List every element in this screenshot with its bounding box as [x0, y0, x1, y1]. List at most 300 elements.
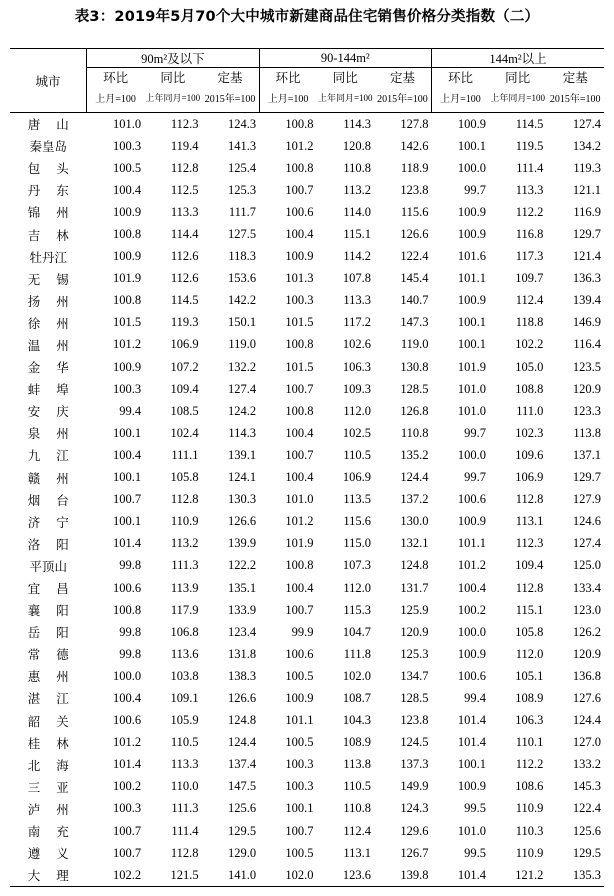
table-row	[10, 312, 604, 334]
table-row	[10, 113, 604, 136]
fixed-base-value: 136.8	[572, 668, 601, 683]
fixed-base-value: 142.6	[400, 138, 429, 153]
table-row	[10, 356, 604, 378]
mom-value: 100.9	[457, 646, 486, 661]
yoy-value: 110.9	[515, 801, 544, 816]
base-2015: 2015年=100	[202, 86, 260, 113]
fixed-base-value: 130.0	[400, 514, 429, 529]
yoy-value: 118.8	[515, 315, 544, 330]
yoy-value: 109.4	[170, 381, 199, 396]
mom-value: 100.8	[285, 337, 314, 352]
yoy-value: 119.3	[170, 315, 199, 330]
fixed-base-value: 113.8	[573, 425, 601, 440]
yoy-value: 115.3	[343, 602, 371, 617]
header-row-groups	[10, 49, 604, 68]
yoy-value: 112.3	[515, 536, 544, 551]
mom-value: 100.9	[112, 204, 142, 219]
table-row	[10, 179, 604, 201]
yoy-value: 103.8	[170, 668, 199, 683]
yoy-value: 111.4	[516, 160, 544, 175]
fixed-base-value: 122.4	[400, 249, 429, 264]
fixed-base-value: 124.3	[400, 801, 429, 816]
yoy-value: 113.6	[170, 646, 199, 661]
yoy-value: 113.3	[515, 182, 544, 197]
yoy-value: 109.1	[170, 690, 199, 705]
fixed-base-value: 138.3	[227, 668, 257, 683]
fixed-base-value: 125.3	[227, 182, 257, 197]
col-header-yoy: 同比	[160, 71, 186, 85]
yoy-value: 102.0	[342, 668, 371, 683]
mom-value: 101.1	[285, 713, 314, 728]
fixed-base-value: 129.0	[227, 845, 257, 860]
fixed-base-value: 131.7	[400, 580, 429, 595]
yoy-value: 102.2	[515, 337, 544, 352]
fixed-base-value: 145.3	[572, 779, 601, 794]
yoy-value: 113.1	[343, 845, 371, 860]
mom-value: 100.9	[457, 779, 486, 794]
mom-value: 100.5	[285, 668, 314, 683]
table-row	[10, 533, 604, 555]
yoy-value: 105.1	[515, 668, 544, 683]
mom-value: 101.5	[285, 315, 314, 330]
yoy-value: 114.4	[170, 227, 199, 242]
fixed-base-value: 123.3	[572, 403, 601, 418]
fixed-base-value: 149.9	[400, 779, 429, 794]
fixed-base-value: 115.6	[400, 204, 429, 219]
yoy-value: 115.1	[515, 602, 544, 617]
fixed-base-value: 132.1	[400, 536, 429, 551]
mom-value: 99.7	[464, 425, 486, 440]
mom-value: 101.6	[457, 249, 486, 264]
fixed-base-value: 135.1	[227, 580, 257, 595]
mom-value: 101.2	[285, 514, 314, 529]
city-name: 无锡	[27, 271, 85, 287]
table-row	[10, 732, 604, 754]
mom-value: 100.2	[457, 602, 486, 617]
yoy-value: 109.6	[515, 447, 544, 462]
city-name: 秦皇岛	[29, 139, 68, 155]
base-prev-year-month: 上年同月=100	[144, 86, 201, 113]
yoy-value: 114.0	[343, 204, 371, 219]
yoy-value: 113.2	[170, 536, 199, 551]
mom-value: 100.8	[285, 403, 314, 418]
mom-value: 99.9	[291, 624, 314, 639]
city-name: 韶关	[27, 713, 85, 729]
fixed-base-value: 121.4	[572, 249, 601, 264]
yoy-value: 110.9	[170, 514, 199, 529]
mom-value: 100.1	[457, 315, 486, 330]
mom-value: 101.9	[457, 359, 486, 374]
mom-value: 100.6	[112, 580, 142, 595]
yoy-value: 113.5	[343, 492, 371, 507]
table-row	[10, 223, 604, 245]
fixed-base-value: 124.5	[400, 735, 429, 750]
city-name: 赣州	[27, 470, 85, 486]
fixed-base-value: 125.6	[227, 801, 257, 816]
yoy-value: 112.8	[170, 492, 199, 507]
table-row	[10, 444, 604, 466]
mom-value: 100.5	[112, 160, 142, 175]
yoy-value: 114.5	[515, 116, 544, 131]
mom-value: 101.4	[457, 713, 486, 728]
mom-value: 101.5	[112, 315, 142, 330]
mom-value: 101.0	[457, 381, 486, 396]
fixed-base-value: 133.2	[572, 757, 601, 772]
base-prev-year-month: 上年同月=100	[489, 86, 546, 113]
yoy-value: 112.5	[170, 182, 199, 197]
fixed-base-value: 129.7	[572, 470, 601, 485]
yoy-value: 108.8	[515, 381, 544, 396]
fixed-base-value: 123.5	[572, 359, 601, 374]
yoy-value: 110.8	[343, 160, 371, 175]
fixed-base-value: 139.9	[227, 536, 257, 551]
fixed-base-value: 137.1	[572, 447, 601, 462]
yoy-value: 112.0	[343, 580, 371, 595]
city-name: 丹东	[27, 183, 85, 199]
yoy-value: 106.9	[342, 470, 371, 485]
mom-value: 99.5	[464, 801, 486, 816]
yoy-value: 113.1	[515, 514, 544, 529]
mom-value: 100.7	[112, 823, 142, 838]
mom-value: 99.7	[464, 470, 486, 485]
fixed-base-value: 124.4	[400, 470, 429, 485]
fixed-base-value: 125.3	[400, 646, 429, 661]
table-row	[10, 135, 604, 157]
mom-value: 101.4	[112, 757, 142, 772]
yoy-value: 123.6	[317, 864, 374, 887]
fixed-base-value: 126.8	[400, 403, 429, 418]
mom-value: 100.3	[285, 757, 314, 772]
fixed-base-value: 139.8	[374, 864, 431, 887]
yoy-value: 115.1	[343, 227, 371, 242]
yoy-value: 119.4	[170, 138, 199, 153]
mom-value: 101.2	[112, 337, 142, 352]
col-header-yoy: 同比	[505, 71, 531, 85]
fixed-base-value: 121.1	[572, 182, 601, 197]
fixed-base-value: 126.6	[227, 690, 257, 705]
group-header-medium: 90-144m²	[259, 49, 431, 68]
yoy-value: 108.9	[515, 690, 544, 705]
yoy-value: 106.9	[170, 337, 199, 352]
table-row	[10, 820, 604, 842]
table-row	[10, 334, 604, 356]
mom-value: 101.9	[112, 271, 142, 286]
table-row	[10, 555, 604, 577]
yoy-value: 110.5	[170, 735, 199, 750]
mom-value: 101.0	[457, 403, 486, 418]
yoy-value: 107.2	[170, 359, 199, 374]
yoy-value: 104.7	[342, 624, 371, 639]
table-row	[10, 422, 604, 444]
mom-value: 100.8	[285, 116, 314, 131]
city-name: 湛江	[27, 691, 85, 707]
city-name: 徐州	[27, 315, 85, 331]
table-row	[10, 290, 604, 312]
yoy-value: 114.5	[170, 293, 199, 308]
mom-value: 99.8	[119, 646, 142, 661]
table-row	[10, 864, 604, 887]
yoy-value: 106.3	[515, 713, 544, 728]
fixed-base-value: 141.0	[202, 864, 260, 887]
mom-value: 100.6	[457, 668, 486, 683]
mom-value: 100.1	[112, 514, 142, 529]
mom-value: 99.5	[464, 845, 486, 860]
fixed-base-value: 128.5	[400, 690, 429, 705]
yoy-value: 116.8	[515, 227, 544, 242]
fixed-base-value: 131.8	[227, 646, 257, 661]
city-name: 温州	[27, 337, 85, 353]
base-prev-month: 上月=100	[259, 86, 316, 113]
yoy-value: 112.6	[170, 249, 199, 264]
yoy-value: 120.8	[342, 138, 371, 153]
yoy-value: 108.6	[515, 779, 544, 794]
fixed-base-value: 122.2	[227, 558, 257, 573]
yoy-value: 112.3	[170, 116, 199, 131]
mom-value: 99.7	[464, 182, 486, 197]
yoy-value: 117.2	[343, 315, 371, 330]
table-body	[10, 113, 604, 887]
city-name: 遵义	[27, 846, 85, 862]
fixed-base-value: 129.5	[227, 823, 257, 838]
fixed-base-value: 129.6	[400, 823, 429, 838]
yoy-value: 108.9	[342, 735, 371, 750]
table-row	[10, 842, 604, 864]
mom-value: 100.3	[112, 801, 142, 816]
mom-value: 99.4	[119, 403, 142, 418]
yoy-value: 110.5	[343, 447, 371, 462]
city-name: 金华	[27, 360, 85, 376]
mom-value: 101.1	[457, 536, 486, 551]
fixed-base-value: 128.5	[400, 381, 429, 396]
fixed-base-value: 147.3	[400, 315, 429, 330]
mom-value: 100.4	[112, 182, 142, 197]
mom-value: 100.3	[112, 138, 142, 153]
fixed-base-value: 130.8	[400, 359, 429, 374]
yoy-value: 113.3	[170, 204, 199, 219]
yoy-value: 121.2	[489, 864, 546, 887]
table-row	[10, 511, 604, 533]
fixed-base-value: 119.0	[228, 337, 257, 352]
city-name: 九江	[27, 448, 85, 464]
mom-value: 100.1	[457, 337, 486, 352]
mom-value: 100.8	[285, 160, 314, 175]
fixed-base-value: 135.2	[400, 447, 429, 462]
page-title: 表3：2019年5月70个大中城市新建商品住宅销售价格分类指数（二）	[74, 9, 540, 25]
mom-value: 100.1	[457, 757, 486, 772]
mom-value: 100.6	[285, 204, 314, 219]
mom-value: 100.6	[457, 492, 486, 507]
fixed-base-value: 120.9	[400, 624, 429, 639]
city-name: 宜昌	[27, 581, 85, 597]
col-header-mom: 环比	[431, 68, 488, 87]
fixed-base-value: 142.2	[227, 293, 257, 308]
mom-value: 100.0	[457, 447, 486, 462]
yoy-value: 102.6	[342, 337, 371, 352]
table-row	[10, 776, 604, 798]
fixed-base-value: 126.2	[572, 624, 601, 639]
mom-value: 100.4	[112, 690, 142, 705]
fixed-base-value: 123.8	[400, 713, 429, 728]
mom-value: 101.9	[285, 536, 314, 551]
yoy-value: 109.3	[342, 381, 371, 396]
yoy-value: 104.3	[342, 713, 371, 728]
mom-value: 100.1	[285, 801, 314, 816]
yoy-value: 105.9	[170, 713, 199, 728]
city-name: 桂林	[27, 735, 85, 751]
yoy-value: 102.5	[342, 425, 371, 440]
yoy-value: 106.9	[515, 470, 544, 485]
yoy-value: 105.0	[515, 359, 544, 374]
yoy-value: 119.5	[515, 138, 544, 153]
mom-value: 100.8	[112, 227, 142, 242]
yoy-value: 112.8	[515, 580, 544, 595]
yoy-value: 110.5	[343, 779, 371, 794]
fixed-base-value: 127.4	[572, 116, 601, 131]
mom-value: 100.3	[285, 293, 314, 308]
mom-value: 100.9	[457, 293, 486, 308]
table-row	[10, 687, 604, 709]
base-prev-month: 上月=100	[87, 86, 144, 113]
yoy-value: 108.7	[342, 690, 371, 705]
table-row	[10, 754, 604, 776]
mom-value: 101.3	[285, 271, 314, 286]
yoy-value: 107.8	[342, 271, 371, 286]
fixed-base-value: 150.1	[227, 315, 257, 330]
yoy-value: 112.4	[515, 293, 544, 308]
mom-value: 100.8	[285, 558, 314, 573]
city-name: 襄阳	[27, 603, 85, 619]
fixed-base-value: 123.4	[227, 624, 257, 639]
city-name: 扬州	[27, 293, 85, 309]
fixed-base-value: 129.5	[572, 845, 601, 860]
yoy-value: 112.8	[170, 845, 199, 860]
base-2015: 2015年=100	[546, 86, 604, 113]
mom-value: 100.5	[285, 735, 314, 750]
table-row	[10, 665, 604, 687]
mom-value: 101.4	[457, 735, 486, 750]
mom-value: 100.0	[112, 668, 142, 683]
fixed-base-value: 127.0	[572, 735, 601, 750]
yoy-value: 114.3	[343, 116, 371, 131]
col-header-yoy: 同比	[332, 71, 358, 85]
col-header-fixed-base: 定基	[562, 71, 588, 85]
mom-value: 100.8	[112, 293, 142, 308]
yoy-value: 109.4	[515, 558, 544, 573]
mom-value: 100.9	[285, 690, 314, 705]
city-name: 惠州	[27, 669, 85, 685]
mom-value: 99.8	[119, 624, 142, 639]
header-row-bases	[10, 86, 604, 113]
yoy-value: 112.8	[515, 492, 544, 507]
fixed-base-value: 140.7	[400, 293, 429, 308]
base-prev-month: 上月=100	[431, 86, 488, 113]
fixed-base-value: 119.3	[573, 160, 601, 175]
fixed-base-value: 124.4	[227, 735, 257, 750]
base-2015: 2015年=100	[374, 86, 431, 113]
fixed-base-value: 133.4	[572, 580, 601, 595]
yoy-value: 112.0	[515, 646, 544, 661]
mom-value: 100.9	[457, 514, 486, 529]
mom-value: 100.4	[285, 227, 314, 242]
mom-value: 100.7	[285, 182, 314, 197]
fixed-base-value: 125.4	[227, 160, 257, 175]
fixed-base-value: 145.4	[400, 271, 429, 286]
header-row-metrics	[10, 68, 604, 87]
mom-value: 101.4	[431, 864, 488, 887]
table-row	[10, 599, 604, 621]
base-prev-year-month: 上年同月=100	[317, 86, 374, 113]
yoy-value: 109.7	[515, 271, 544, 286]
fixed-base-value: 153.6	[227, 271, 257, 286]
fixed-base-value: 141.3	[227, 138, 257, 153]
fixed-base-value: 132.2	[227, 359, 257, 374]
city-name: 牡丹江	[29, 249, 68, 265]
yoy-value: 111.0	[516, 403, 544, 418]
fixed-base-value: 116.4	[573, 337, 601, 352]
yoy-value: 112.8	[170, 160, 199, 175]
table-row	[10, 467, 604, 489]
mom-value: 101.0	[285, 492, 314, 507]
mom-value: 100.6	[112, 713, 142, 728]
fixed-base-value: 124.1	[227, 470, 257, 485]
fixed-base-value: 124.2	[227, 403, 257, 418]
city-name: 大理	[10, 864, 87, 887]
city-name: 三亚	[27, 779, 85, 795]
mom-value: 100.9	[457, 116, 486, 131]
mom-value: 100.9	[112, 359, 142, 374]
fixed-base-value: 124.3	[227, 116, 257, 131]
yoy-value: 111.3	[171, 801, 199, 816]
city-name: 岳阳	[27, 625, 85, 641]
fixed-base-value: 139.4	[572, 293, 601, 308]
yoy-value: 105.8	[515, 624, 544, 639]
fixed-base-value: 122.4	[572, 801, 601, 816]
yoy-value: 115.6	[343, 514, 371, 529]
city-name: 泉州	[27, 426, 85, 442]
yoy-value: 111.1	[171, 447, 199, 462]
yoy-value: 117.3	[515, 249, 544, 264]
fixed-base-value: 114.3	[228, 425, 257, 440]
yoy-value: 106.8	[170, 624, 199, 639]
mom-value: 100.0	[457, 624, 486, 639]
city-name: 蚌埠	[27, 382, 85, 398]
mom-value: 100.7	[285, 602, 314, 617]
fixed-base-value: 134.7	[400, 668, 429, 683]
city-name: 吉林	[27, 227, 85, 243]
fixed-base-value: 118.9	[400, 160, 429, 175]
mom-value: 99.8	[119, 558, 142, 573]
city-name: 南充	[27, 824, 85, 840]
mom-value: 100.4	[112, 447, 142, 462]
yoy-value: 111.3	[171, 558, 199, 573]
fixed-base-value: 130.3	[227, 492, 257, 507]
fixed-base-value: 125.0	[572, 558, 601, 573]
mom-value: 100.7	[285, 823, 314, 838]
table-row	[10, 798, 604, 820]
table-row	[10, 400, 604, 422]
fixed-base-value: 146.9	[572, 315, 601, 330]
yoy-value: 112.4	[343, 823, 371, 838]
city-name: 常德	[27, 647, 85, 663]
yoy-value: 113.2	[343, 182, 371, 197]
city-name: 泸州	[27, 801, 85, 817]
mom-value: 100.4	[285, 470, 314, 485]
yoy-value: 112.2	[515, 757, 544, 772]
mom-value: 99.4	[464, 690, 486, 705]
fixed-base-value: 120.9	[572, 381, 601, 396]
city-name: 锦州	[27, 205, 85, 221]
mom-value: 100.2	[112, 779, 142, 794]
